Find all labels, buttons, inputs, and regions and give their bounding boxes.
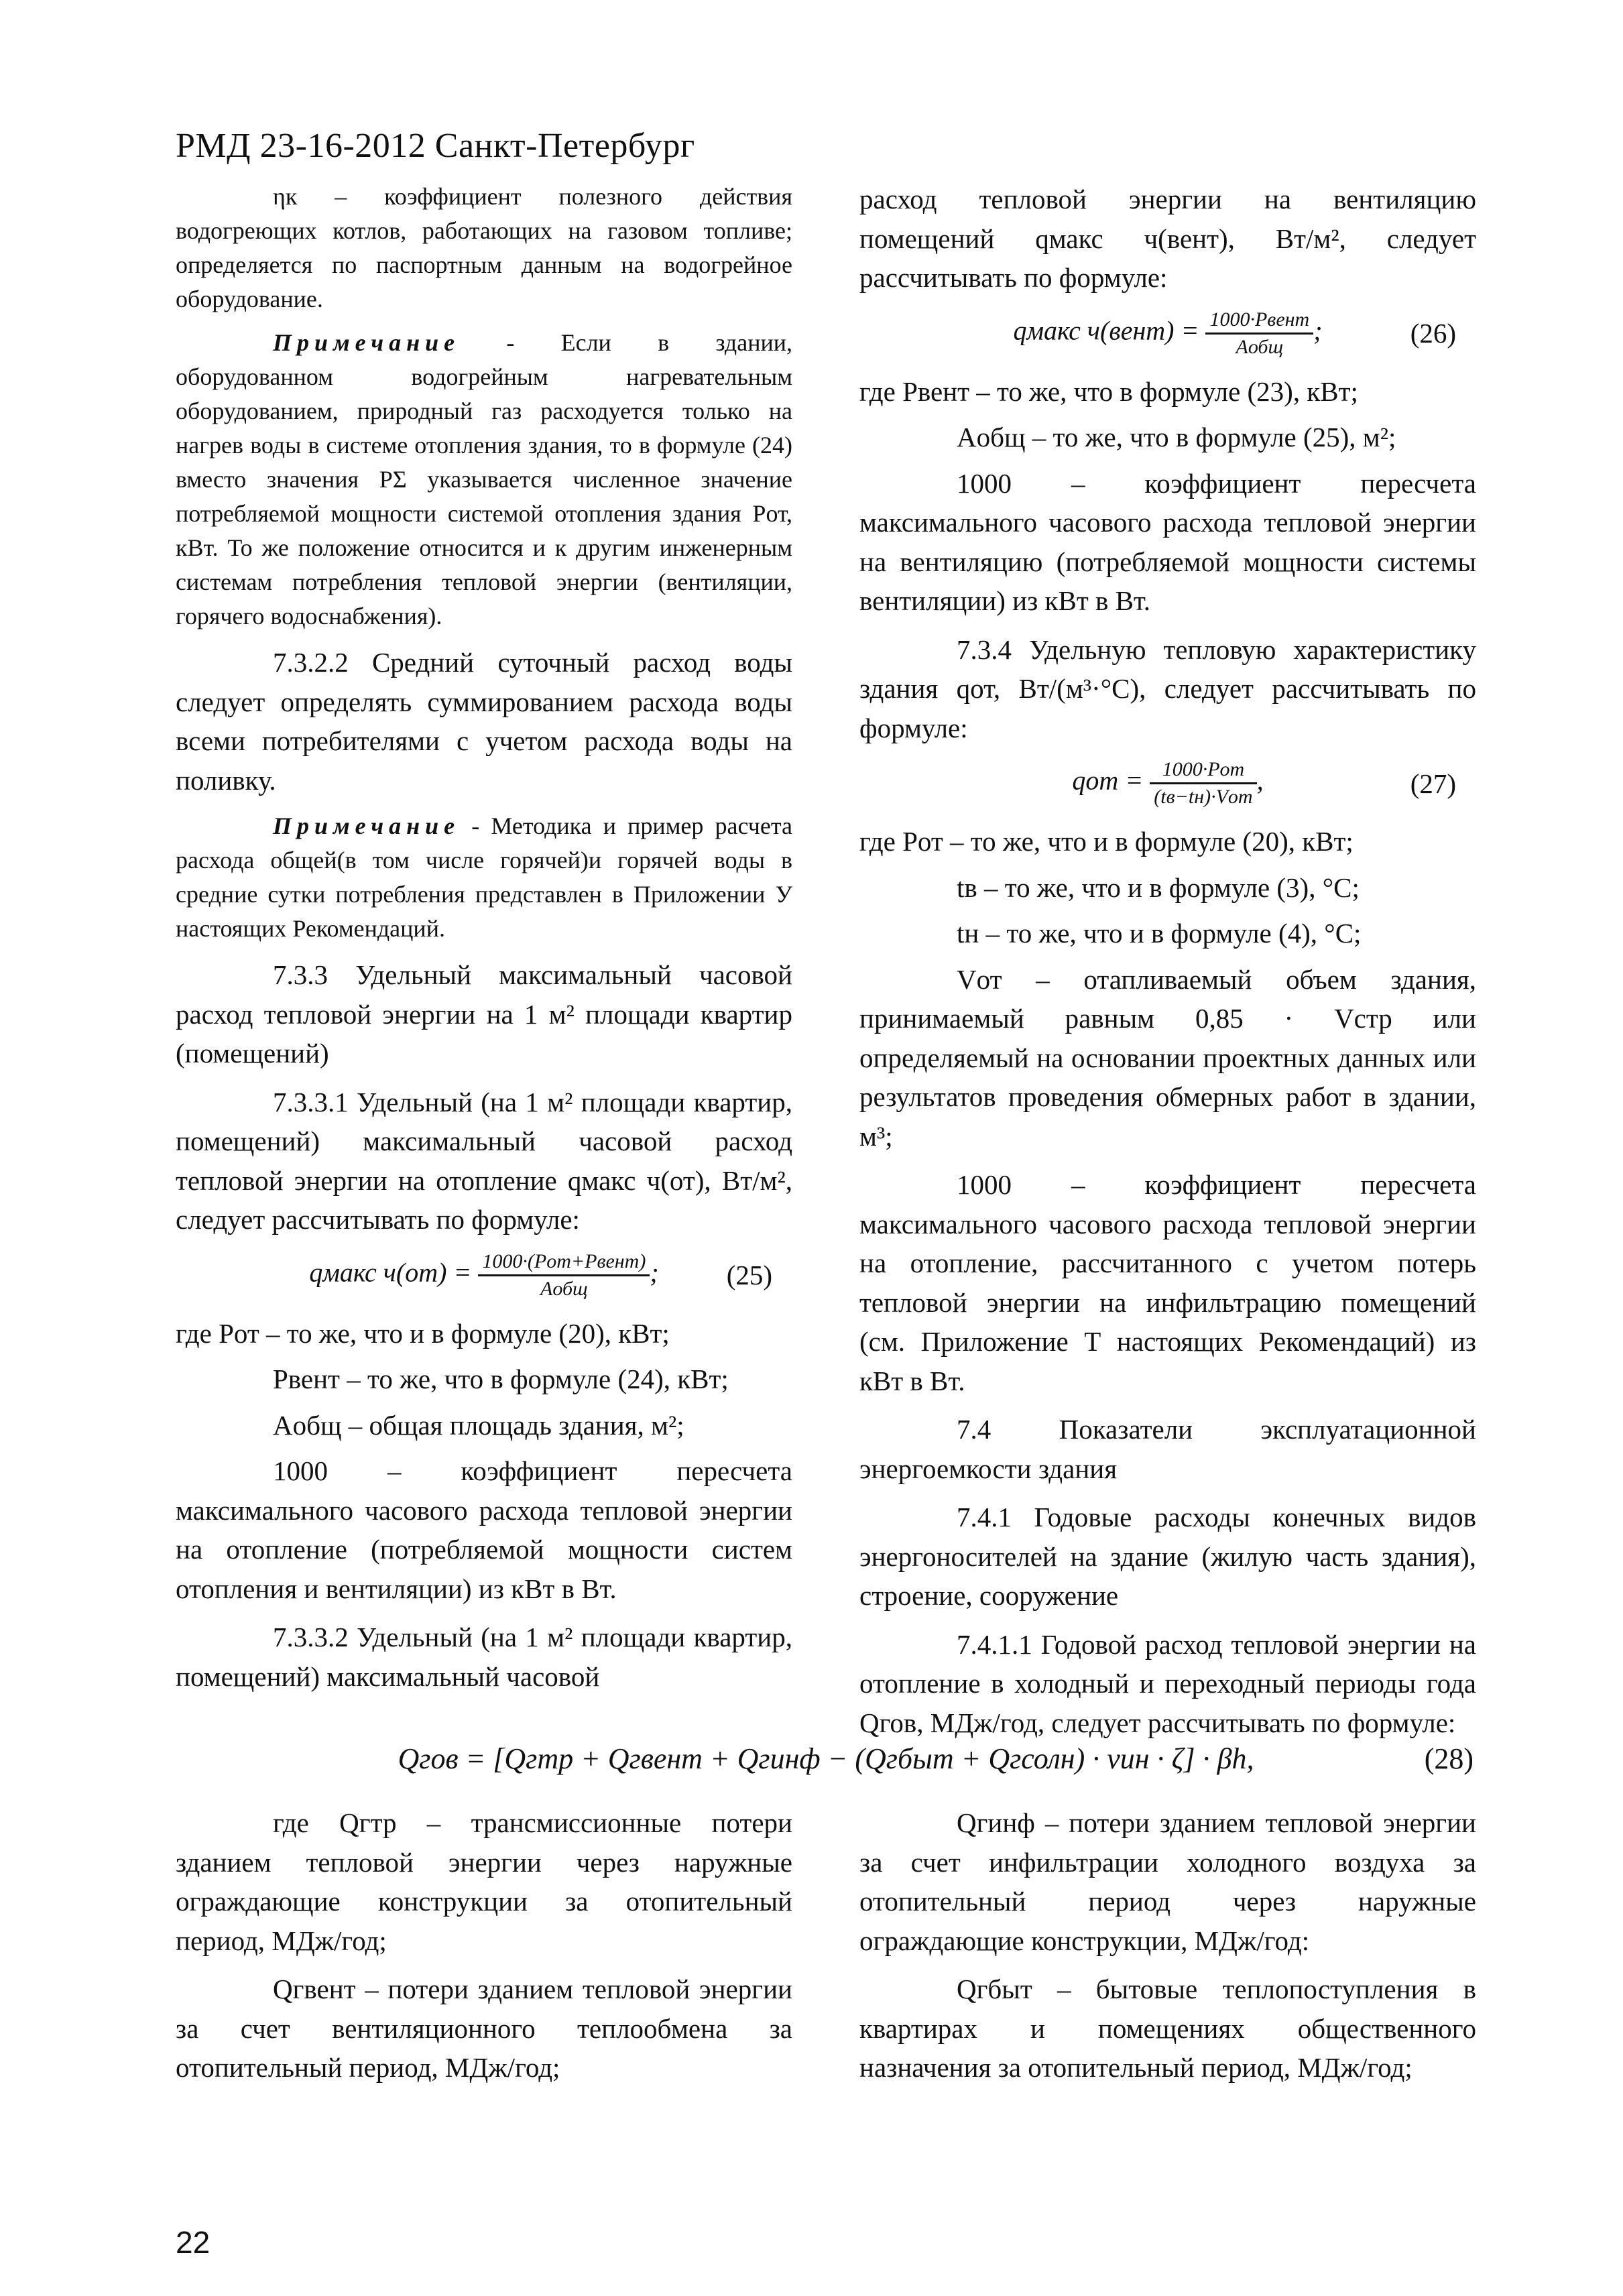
paragraph-continued: расход тепловой энергии на вентиляцию помещений qмакс ч(вент), Вт/м², следует рассчитывать по формуле: [859, 184, 1476, 293]
paragraph-eta: ηк – коэффициент полезного действия водогреющих котлов, работающих на газовом топливе; определяется по паспортным данным на водогрейное оборудование. [176, 183, 792, 312]
formula-expression: Qгов = [Qгтр + Qгвент + Qгинф − (Qгбыт + Qгсолн) · νин · ζ] · βh, [398, 1742, 1254, 1775]
definition: tв – то же, что и в формуле (3), °С; [957, 871, 1360, 903]
definition: Aобщ – то же, что в формуле (25), м²; [957, 422, 1396, 452]
note-label: Примечание [273, 329, 461, 356]
formula-27: qот = $\frac{\text{1000·Pот}}{\text{(tв−tн)·Vот}}$ , (27) [859, 757, 1476, 810]
definition: где Qгтр – трансмиссионные потери зданием тепловой энергии через наружные ограждающие конструкции за отопительный период, МДж/год; [176, 1807, 792, 1956]
note-text: - Если в здании, оборудованном водогрейным нагревательным оборудованием, природный газ расходуется только на нагрев воды в системе отопления здания, то в формуле (24) вместо значения PΣ указывается численное значение потребляемой мощности системой отопления здания Pот, кВт. То же положение относится и к другим инженерным системам потребления тепловой энергии (вентиляции, горячего водоснабжения). [176, 329, 792, 629]
fraction-denominator: Aобщ [540, 1277, 588, 1300]
equation-number: (26) [1410, 318, 1456, 349]
page-number: 22 [176, 2225, 211, 2260]
formula-lhs: qмакс ч(от) = [309, 1257, 472, 1288]
left-column [176, 180, 792, 1705]
formula-25: qмакс ч(от) = $\frac{\text{1000·(Pот+Pвент)}}{\text{Aобщ}}$ ; (25) [176, 1249, 792, 1302]
paragraph-7-3-3-2: 7.3.3.2 Удельный (на 1 м² площади квартир, помещений) максимальный часовой [176, 1622, 792, 1692]
definition: 1000 – коэффициент пересчета максимального часового расхода тепловой энергии на отопление, рассчитанного с учетом потерь тепловой энергии на инфильтрацию помещений (см. Приложение Т настоящих Рекомендаций) из кВт в Вт. [859, 1169, 1476, 1396]
definition: где Pвент – то же, что в формуле (23), кВт; [859, 375, 1358, 407]
section-7-4: 7.4 Показатели эксплуатационной энергоемкости здания [859, 1414, 1476, 1484]
equation-number: (28) [1424, 1742, 1474, 1775]
definition: Pвент – то же, что в формуле (24), кВт; [273, 1364, 729, 1394]
paragraph-7-3-4: 7.3.4 Удельную тепловую характеристику здания qот, Вт/(м³·°С), следует рассчитывать по формуле: [859, 633, 1476, 743]
formula-fraction [1205, 307, 1313, 360]
note-2 [176, 809, 792, 946]
bottom-left-column [176, 1803, 792, 2097]
definition: tн – то же, что и в формуле (4), °С; [957, 918, 1362, 949]
formula-28 [176, 1742, 1476, 1776]
definition: Qгвент – потери зданием тепловой энергии за счет вентиляционного теплообмена за отопительный период, МДж/год; [176, 1974, 792, 2083]
paragraph-7-3-3-1: 7.3.3.1 Удельный (на 1 м² площади квартир, помещений) максимальный часовой расход тепловой энергии на отопление qмакс ч(от), Вт/м², следует рассчитывать по формуле: [176, 1086, 792, 1235]
fraction-denominator: Aобщ [1236, 335, 1284, 358]
definition: где Pот – то же, что и в формуле (20), кВт; [859, 826, 1354, 857]
formula-fraction [1150, 757, 1256, 810]
fraction-numerator: 1000·(Pот+Pвент) [478, 1249, 650, 1276]
document-header: РМД 23-16-2012 Санкт-Петербург [176, 127, 695, 165]
definition: 1000 – коэффициент пересчета максимального часового расхода тепловой энергии на вентиляцию (потребляемой мощности системы вентиляции) из кВт в Вт. [859, 467, 1476, 616]
formula-lhs: qот = [1072, 765, 1144, 796]
note-1 [176, 326, 792, 633]
definition: где Pот – то же, что и в формуле (20), кВт; [176, 1317, 670, 1349]
equation-number: (27) [1410, 768, 1456, 799]
equation-number: (25) [726, 1260, 772, 1290]
bottom-right-column [859, 1803, 1476, 2097]
definition: Qгбыт – бытовые теплопоступления в квартирах и помещениях общественного назначения за отопительный период, МДж/год; [859, 1974, 1476, 2083]
fraction-denominator: (tв−tн)·Vот [1154, 786, 1253, 808]
definition: Aобщ – общая площадь здания, м²; [273, 1409, 684, 1441]
paragraph-7-3-3: 7.3.3 Удельный максимальный часовой расход тепловой энергии на 1 м² площади квартир (помещений) [176, 959, 792, 1069]
paragraph-7-3-2-2: 7.3.2.2 Средний суточный расход воды следует определять суммированием расхода воды всеми потребителями с учетом расхода воды на поливку. [176, 647, 792, 796]
definition: Vот – отапливаемый объем здания, принимаемый равным 0,85 · Vстр или определяемый на основании проектных данных или результатов проведения обмерных работ в здании, м³; [859, 963, 1476, 1152]
right-column [859, 180, 1476, 1752]
note-label: Примечание [273, 812, 461, 839]
note-text: - Методика и пример расчета расхода общей(в том числе горячей)и горячей воды в средние сутки потребления представлен в Приложении У настоящих Рекомендаций. [176, 812, 792, 942]
paragraph-7-4-1-1: 7.4.1.1 Годовой расход тепловой энергии на отопление в холодный и переходный периоды года Qгов, МДж/год, следует рассчитывать по формуле: [859, 1628, 1476, 1738]
formula-fraction [478, 1249, 650, 1302]
formula-lhs: qмакс ч(вент) = [1013, 315, 1199, 346]
definition: 1000 – коэффициент пересчета максимального часового расхода тепловой энергии на отопление (потребляемой мощности систем отопления и вентиляции) из кВт в Вт. [176, 1455, 792, 1604]
paragraph-7-4-1: 7.4.1 Годовые расходы конечных видов энергоносителей на здание (жилую часть здания), строение, сооружение [859, 1502, 1476, 1611]
formula-26: qмакс ч(вент) = $\frac{\text{1000·Pвент}}{\text{Aобщ}}$ ; (26) [859, 307, 1476, 360]
fraction-numerator: 1000·Pот [1150, 757, 1256, 784]
fraction-numerator: 1000·Pвент [1205, 307, 1313, 335]
definition: Qгинф – потери зданием тепловой энергии за счет инфильтрации холодного воздуха за отопительный период через наружные ограждающие конструкции, МДж/год: [859, 1807, 1476, 1956]
